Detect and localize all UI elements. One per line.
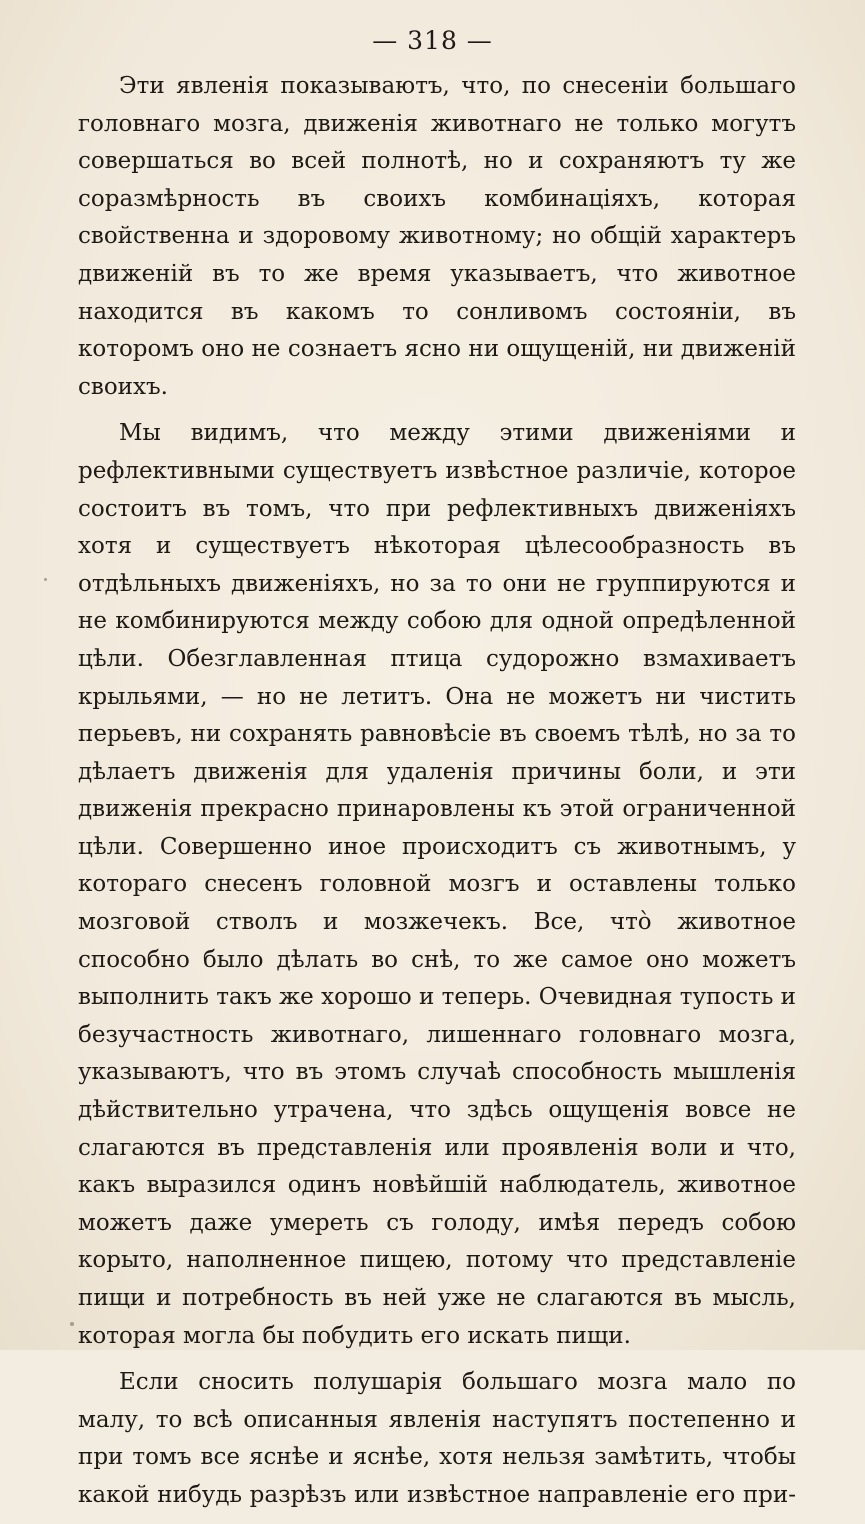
body-text bbox=[78, 68, 796, 1524]
paragraph-2: Мы видимъ, что между этими движеніями и рефлективными существуетъ извѣстное различіе, которое состоитъ въ томъ, что при рефлективныхъ движеніяхъ хотя и существуетъ нѣкоторая цѣлесообразность въ отдѣльныхъ движеніяхъ, но за то они не группируются и не комбинируются между собою для одной опредѣленной цѣли. Обезглавленная птица судорожно взмахиваетъ крыльями, — но не летитъ. Она не можетъ ни чистить перьевъ, ни сохранять равновѣсіе въ своемъ тѣлѣ, но за то дѣлаетъ движенія для удаленія причины боли, и эти движенія прекрасно принаровлены къ этой ограниченной цѣли. Совершенно иное происходитъ съ животнымъ, у котораго снесенъ головной мозгъ и оставлены только мозговой стволъ и мозжечекъ. Все, что̀ животное способно было дѣлать во снѣ, то же самое оно можетъ выполнить такъ же хорошо и теперь. Очевидная тупость и безучастность животнаго, лишеннаго головнаго мозга, указываютъ, что въ этомъ случаѣ способность мышленія дѣйствительно утрачена, что здѣсь ощущенія вовсе не слагаются въ представленія или проявленія воли и что, какъ выразился одинъ новѣйшій наблюдатель, животное можетъ даже умереть съ голоду, имѣя передъ собою корыто, наполненное пищею, потому что представленіе пищи и потребность въ ней уже не слагаются въ мысль, которая могла бы побудить его искать пищи. bbox=[78, 420, 796, 1349]
paragraph-1: Эти явленія показываютъ, что, по снесеніи большаго головнаго мозга, движенія животнаго не только могутъ совершаться во всей полнотѣ, но и сохраняютъ ту же соразмѣрность въ своихъ комбинаціяхъ, которая свойственна и здоровому животному; но общій характеръ движеній въ то же время указываетъ, что животное находится въ какомъ то сонливомъ состояніи, въ которомъ оно не сознаетъ ясно ни ощущеній, ни движеній своихъ. bbox=[78, 73, 796, 400]
paragraph-3: Если сносить полушарія большаго мозга мало по малу, то всѣ описанныя явленія наступятъ постепенно и при томъ все яснѣе и яснѣе, хотя нельзя замѣтить, чтобы какой нибудь разрѣзъ или извѣстное направленіе его при- bbox=[78, 1369, 796, 1508]
paper-speck bbox=[70, 1322, 74, 1326]
page-number: — 318 — bbox=[372, 26, 493, 55]
paper-speck bbox=[44, 578, 47, 581]
